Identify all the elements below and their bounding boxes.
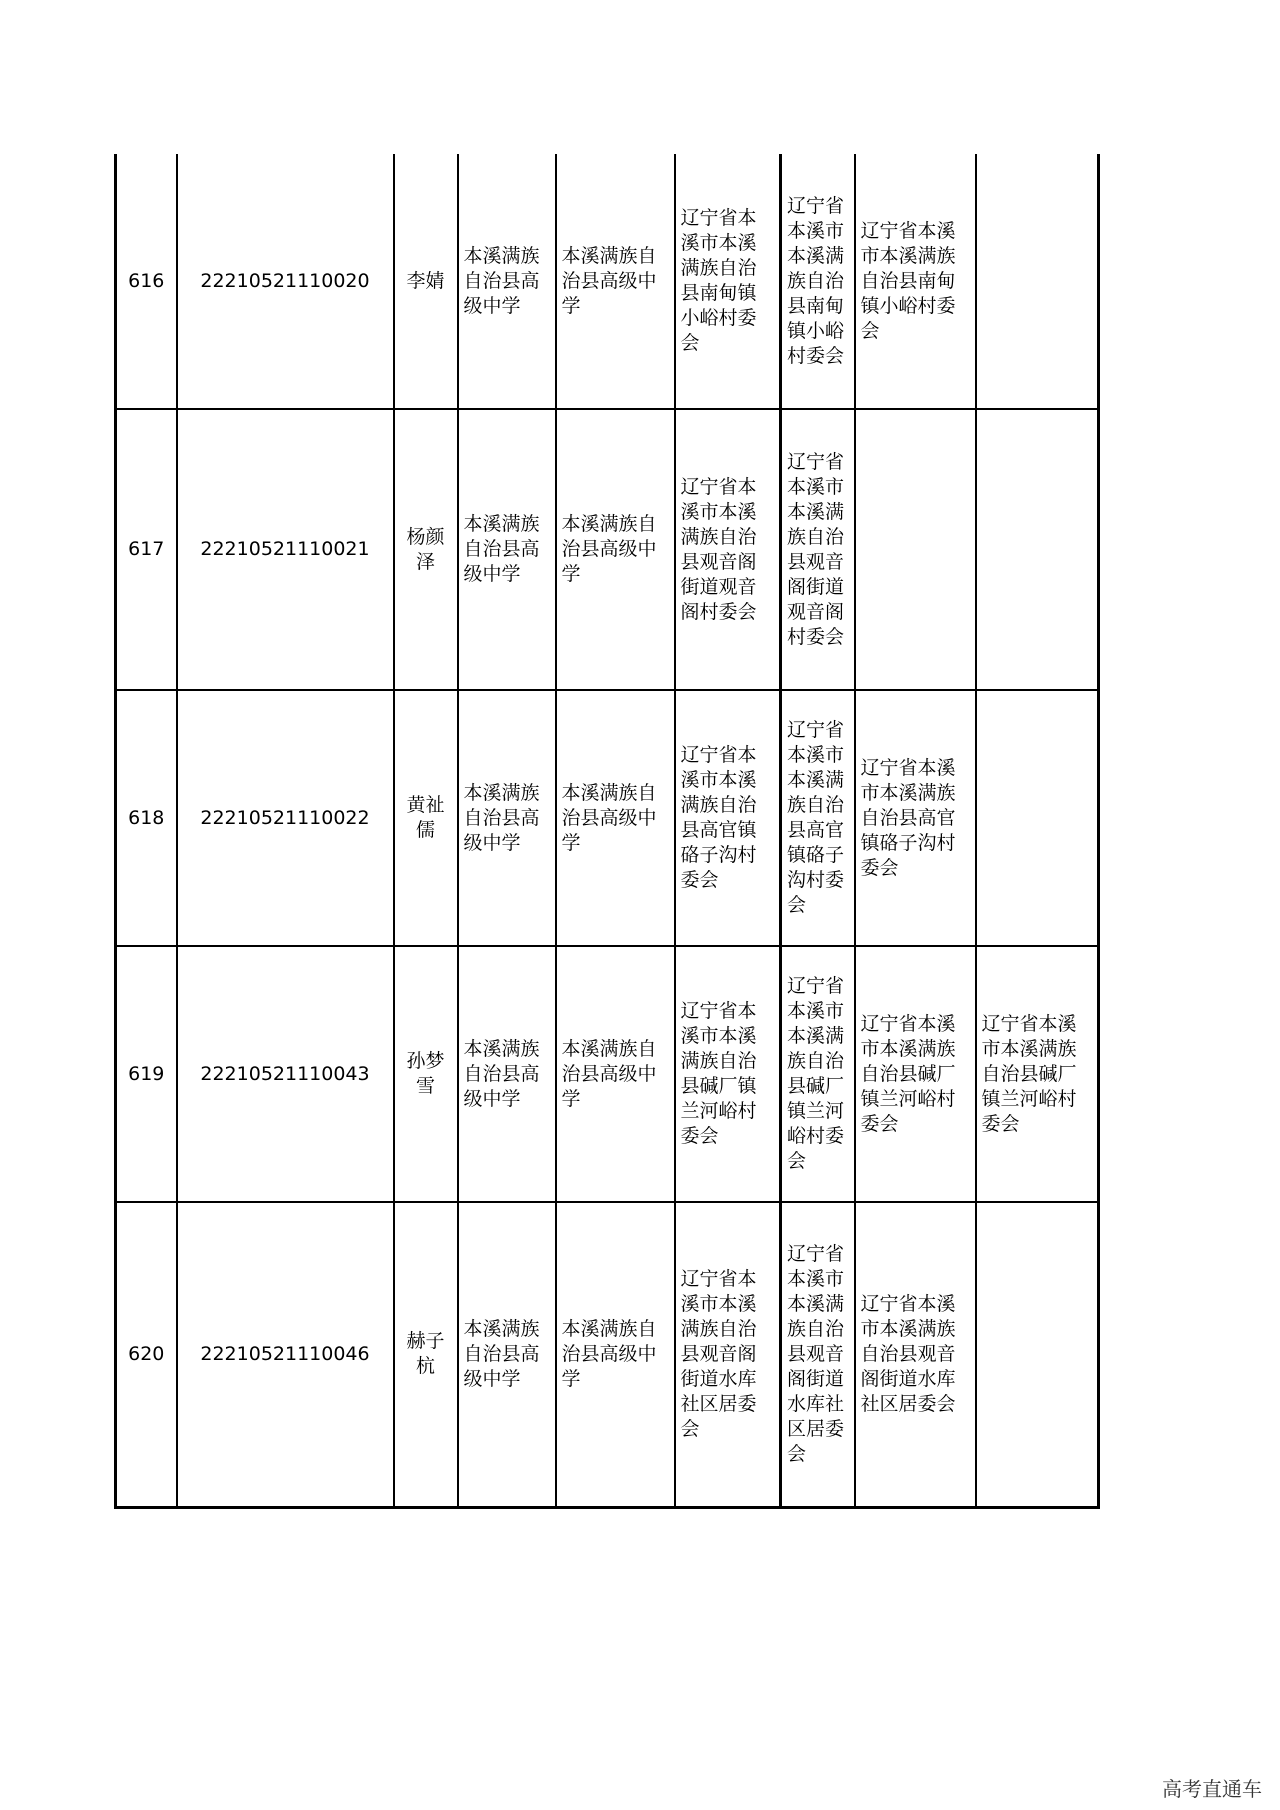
- seq-cell: 618: [116, 690, 177, 946]
- school2-cell: 本溪满族自治县高级中学: [556, 946, 675, 1202]
- address-cell-3: 辽宁省本溪市本溪满族自治县碱厂镇兰河峪村委会: [855, 946, 976, 1202]
- address-cell-4: [976, 409, 1099, 690]
- address-cell-1: 辽宁省本溪市本溪满族自治县碱厂镇兰河峪村委会: [675, 946, 781, 1202]
- table-row: [116, 690, 1099, 946]
- address-cell-2: 辽宁省本溪市本溪满族自治县观音阁街道水库社区居委会: [781, 1202, 855, 1507]
- id-cell: 22210521110021: [177, 409, 394, 690]
- seq-cell: 619: [116, 946, 177, 1202]
- address-cell-4: [976, 690, 1099, 946]
- seq-cell: 617: [116, 409, 177, 690]
- address-cell-4: [976, 154, 1099, 409]
- watermark-text: 高考直通车: [1162, 1777, 1262, 1801]
- school-cell: 本溪满族自治县高级中学: [458, 690, 556, 946]
- table-row: [116, 1202, 1099, 1507]
- id-cell: 22210521110046: [177, 1202, 394, 1507]
- address-cell-1: 辽宁省本溪市本溪满族自治县观音阁街道观音阁村委会: [675, 409, 781, 690]
- school2-cell: 本溪满族自治县高级中学: [556, 154, 675, 409]
- school2-cell: 本溪满族自治县高级中学: [556, 690, 675, 946]
- table-row: [116, 946, 1099, 1202]
- table-row: [116, 409, 1099, 690]
- name-cell: 李婧: [394, 154, 458, 409]
- address-cell-2: 辽宁省本溪市本溪满族自治县碱厂镇兰河峪村委会: [781, 946, 855, 1202]
- name-cell: 黄祉儒: [394, 690, 458, 946]
- address-cell-1: 辽宁省本溪市本溪满族自治县高官镇硌子沟村委会: [675, 690, 781, 946]
- address-cell-3: 辽宁省本溪市本溪满族自治县观音阁街道水库社区居委会: [855, 1202, 976, 1507]
- seq-cell: 620: [116, 1202, 177, 1507]
- school2-cell: 本溪满族自治县高级中学: [556, 1202, 675, 1507]
- address-cell-3: 辽宁省本溪市本溪满族自治县高官镇硌子沟村委会: [855, 690, 976, 946]
- school-cell: 本溪满族自治县高级中学: [458, 409, 556, 690]
- name-cell: 赫子杭: [394, 1202, 458, 1507]
- school2-cell: 本溪满族自治县高级中学: [556, 409, 675, 690]
- address-cell-3: 辽宁省本溪市本溪满族自治县南甸镇小峪村委会: [855, 154, 976, 409]
- roster-table: [114, 154, 1100, 1509]
- address-cell-1: 辽宁省本溪市本溪满族自治县南甸镇小峪村委会: [675, 154, 781, 409]
- address-cell-4: [976, 1202, 1099, 1507]
- id-cell: 22210521110022: [177, 690, 394, 946]
- address-cell-2: 辽宁省本溪市本溪满族自治县观音阁街道观音阁村委会: [781, 409, 855, 690]
- table-row: [116, 154, 1099, 409]
- id-cell: 22210521110020: [177, 154, 394, 409]
- id-cell: 22210521110043: [177, 946, 394, 1202]
- address-cell-1: 辽宁省本溪市本溪满族自治县观音阁街道水库社区居委会: [675, 1202, 781, 1507]
- school-cell: 本溪满族自治县高级中学: [458, 1202, 556, 1507]
- name-cell: 孙梦雪: [394, 946, 458, 1202]
- school-cell: 本溪满族自治县高级中学: [458, 946, 556, 1202]
- address-cell-4: 辽宁省本溪市本溪满族自治县碱厂镇兰河峪村委会: [976, 946, 1099, 1202]
- school-cell: 本溪满族自治县高级中学: [458, 154, 556, 409]
- name-cell: 杨颜泽: [394, 409, 458, 690]
- address-cell-2: 辽宁省本溪市本溪满族自治县南甸镇小峪村委会: [781, 154, 855, 409]
- address-cell-3: [855, 409, 976, 690]
- seq-cell: 616: [116, 154, 177, 409]
- roster-table-container: [114, 154, 1100, 1509]
- address-cell-2: 辽宁省本溪市本溪满族自治县高官镇硌子沟村委会: [781, 690, 855, 946]
